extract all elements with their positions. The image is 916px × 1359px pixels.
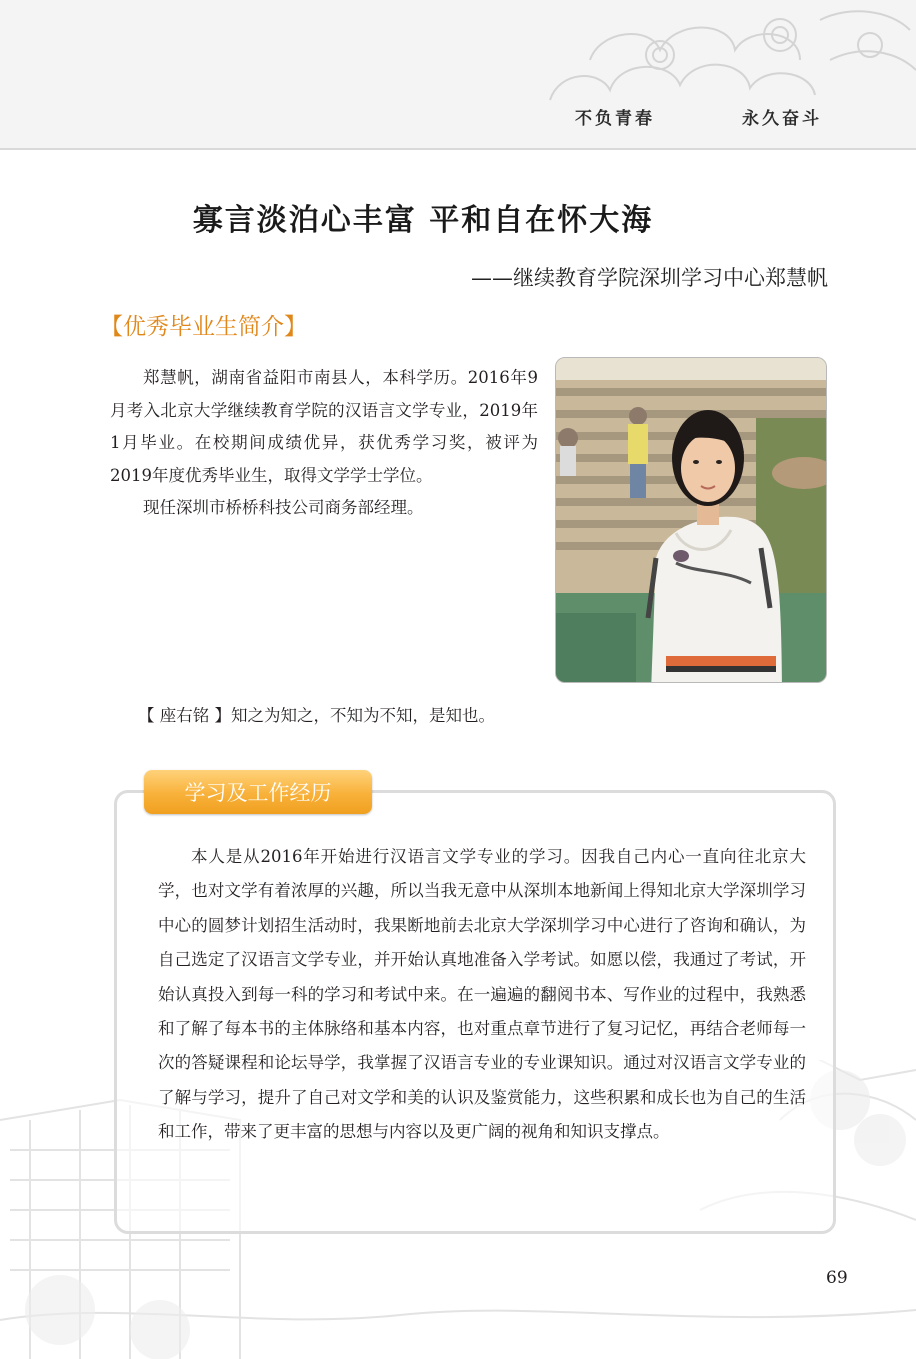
graduate-portrait-photo	[555, 357, 827, 683]
experience-heading-tab: 学习及工作经历	[144, 770, 372, 814]
cloud-decoration	[530, 0, 916, 110]
header-rule	[0, 148, 916, 150]
personal-motto: 【 座右铭 】知之为知之，不知为不知，是知也。	[138, 706, 495, 725]
experience-paragraph: 本人是从2016年开始进行汉语言文学专业的学习。因我自己内心一直向往北京大学，也对文学有着浓厚的兴趣，所以当我无意中从深圳本地新闻上得知北京大学深圳学习中心的圆梦计划招生活动时，我果断地前去北京大学深圳学习中心进行了咨询和确认，为自己选定了汉语言文学专业，并开始认真地准备入学考试。如愿以偿，我通过了考试，开始认真投入到每一科的学习和考试中来。在一遍遍的翻阅书本、写作业的过程中，我熟悉和了解了每本书的主体脉络和基本内容，也对重点章节进行了复习记忆，再结合老师每一次的答疑课程和论坛导学，我掌握了汉语言专业的专业课知识。通过对汉语言文学专业的了解与学习，提升了自己对文学和美的认识及鉴赏能力，这些积累和成长也为自己的生活和工作，带来了更丰富的思想与内容以及更广阔的视角和知识支撑点。	[158, 847, 806, 1142]
article-subtitle: ——继续教育学院深圳学习中心郑慧帆	[471, 266, 828, 290]
header-motto-left: 不负青春	[575, 109, 655, 129]
page-number: 69	[826, 1268, 848, 1288]
experience-text	[158, 840, 806, 1150]
article-title: 寡言淡泊心丰富 平和自在怀大海	[192, 203, 654, 238]
bio-paragraph: 现任深圳市桥桥科技公司商务部经理。	[143, 498, 424, 517]
bio-paragraph: 郑慧帆，湖南省益阳市南县人，本科学历。2016年9月考入北京大学继续教育学院的汉语言文学专业，2019年1月毕业。在校期间成绩优异，获优秀学习奖，被评为2019年度优秀毕业生，取得文学学士学位。	[110, 368, 538, 485]
header-motto-right: 永久奋斗	[742, 109, 822, 129]
graduate-bio	[110, 362, 538, 525]
section-heading-graduate-intro: 【优秀毕业生简介】	[100, 314, 307, 340]
